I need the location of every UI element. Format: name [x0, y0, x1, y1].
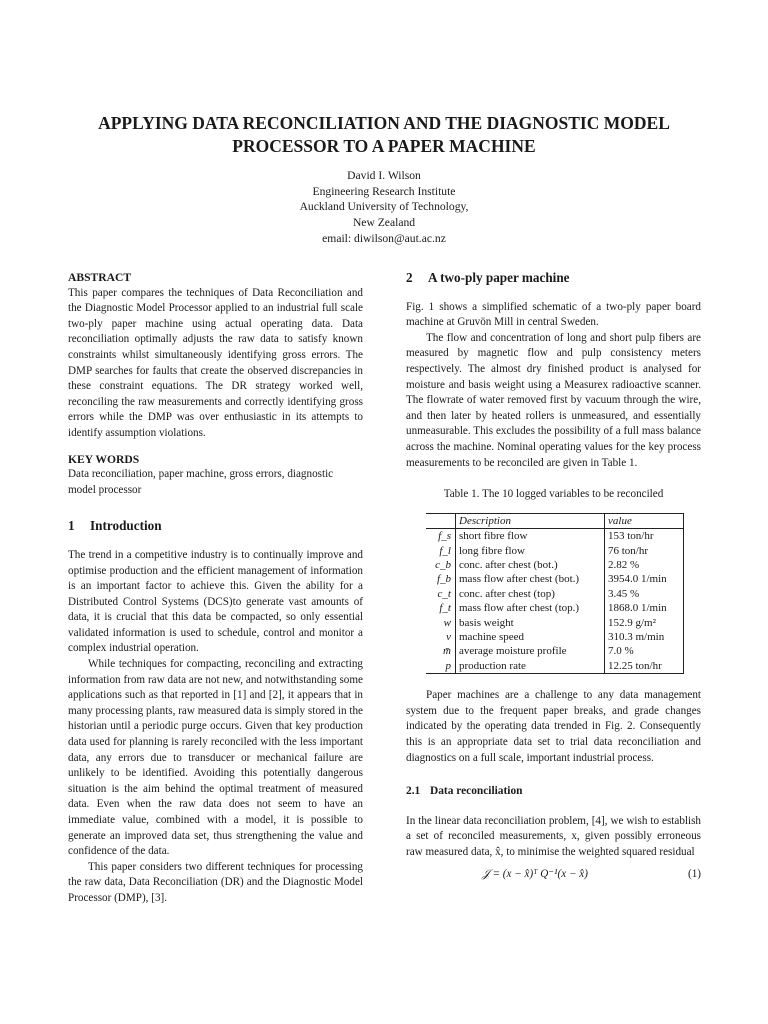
variable-value: 3954.0 1/min — [605, 572, 684, 586]
section-2-paragraph-3: Paper machines are a challenge to any data management system due to the frequent paper breaks, and grade changes indicated by the operating data trended in Fig. 2. Consequently this is an appropriate data set to trial data reconciliation and diagnostics on a full scale, important industrial process. — [406, 689, 701, 764]
left-column — [68, 270, 363, 907]
variable-symbol: f_b — [426, 572, 456, 586]
intro-paragraph-1: The trend in a competitive industry is to continually improve and optimise production and the efficient management of information is an important factor to achieve this. Given the ability for a Distributed Control Systems (DCS)to generate vast amounts of data, it is crucial that this data be compacted, so only essential validated information is used to schedule, control and monitor a complex industrial operation. — [68, 548, 363, 655]
variable-description: conc. after chest (top) — [456, 587, 605, 601]
section-2-title: A two-ply paper machine — [428, 270, 570, 285]
table-row — [426, 558, 684, 572]
table-header-row — [426, 513, 684, 528]
variable-value: 12.25 ton/hr — [605, 659, 684, 674]
table-row — [426, 544, 684, 558]
section-2-heading — [406, 270, 701, 286]
table-1 — [426, 513, 684, 674]
variable-description: short fibre flow — [456, 529, 605, 544]
table-row — [426, 572, 684, 586]
author-university: Auckland University of Technology, — [299, 200, 469, 214]
author-country: New Zealand — [352, 216, 416, 230]
variable-symbol: f_t — [426, 601, 456, 615]
section-2-1-paragraph-1: In the linear data reconciliation problem, [4], we wish to establish a set of reconciled measurements, x, given possibly erroneous raw measured data, x̂, to minimise the weighted squared residual — [406, 814, 701, 858]
author-block — [184, 168, 584, 247]
header-description: Description — [456, 513, 605, 528]
section-2-1-title: Data reconciliation — [430, 785, 523, 798]
variable-symbol: p — [426, 659, 456, 674]
section-2-number: 2 — [406, 270, 413, 285]
variable-value: 2.82 % — [605, 558, 684, 572]
variable-symbol: f_s — [426, 529, 456, 544]
section-2-paragraph-2: The flow and concentration of long and short pulp fibers are measured by magnetic flow and pulp consistency meters respectively. The almost dry finished product is analysed for moisture and basis weight using a Measurex radioactive scanner. The flowrate of water removed first by vacuum through the wire, and then later by heated rollers is unmeasured, and essentially unmeasurable. This excludes the possibility of a full mass balance across the machine. Nominal operating values for the key process measurements to be reconciled are given in Table 1. — [406, 331, 701, 469]
title-line-2: PROCESSOR TO A PAPER MACHINE — [232, 136, 536, 156]
header-value: value — [605, 513, 684, 528]
section-2-paragraph-1: Fig. 1 shows a simplified schematic of a two-ply paper board machine at Gruvön Mill in central Sweden. — [406, 300, 701, 329]
title-line-1: APPLYING DATA RECONCILIATION AND THE DIAGNOSTIC MODEL — [98, 113, 670, 133]
section-2-1-number: 2.1 — [406, 785, 421, 798]
table-row — [426, 630, 684, 644]
variable-symbol: m̄ — [426, 644, 456, 658]
right-column — [406, 270, 701, 885]
abstract-heading: ABSTRACT — [68, 271, 132, 284]
table-row — [426, 529, 684, 544]
section-1-title: Introduction — [90, 518, 162, 534]
variable-symbol: w — [426, 616, 456, 630]
variable-value: 153 ton/hr — [605, 529, 684, 544]
variable-description: average moisture profile — [456, 644, 605, 658]
variable-description: production rate — [456, 659, 605, 674]
equation-1 — [406, 867, 701, 885]
keywords-text: Data reconciliation, paper machine, gross errors, diagnostic model processor — [68, 468, 334, 496]
variable-value: 152.9 g/m² — [605, 616, 684, 630]
paper-title — [40, 112, 728, 158]
section-1-number: 1 — [68, 518, 75, 534]
variable-symbol: v — [426, 630, 456, 644]
section-2-1-heading — [406, 784, 701, 800]
variable-value: 310.3 m/min — [605, 630, 684, 644]
table-row — [426, 601, 684, 615]
variable-description: mass flow after chest (top.) — [456, 601, 605, 615]
variable-value: 76 ton/hr — [605, 544, 684, 558]
table-row — [426, 644, 684, 658]
table-1-caption: Table 1. The 10 logged variables to be reconciled — [443, 488, 664, 501]
variable-value: 3.45 % — [605, 587, 684, 601]
equation-expression: 𝒥 = (x − x̂)ᵀ Q⁻¹(x − x̂) — [482, 867, 588, 880]
variable-symbol: c_t — [426, 587, 456, 601]
table-row — [426, 659, 684, 674]
author-affiliation: Engineering Research Institute — [312, 184, 456, 198]
abstract-text: This paper compares the techniques of Data Reconciliation and the Diagnostic Model Processor applied to an industrial full scale two-ply paper machine using actual operating data. Data reconciliation optimally adjusts the raw data to satisfy known constraints whilst simultaneously identifying gross errors. The DMP searches for faults that create the observed discrepancies in these constraint equations. The DR strategy worked well, reconciling the raw measurements and correctly identifying gross errors while the DMP was over enthusiastic in its attempts to identify assumption violations. — [68, 286, 363, 439]
variable-symbol: c_b — [426, 558, 456, 572]
author-name: David I. Wilson — [347, 169, 421, 182]
header-symbol — [426, 513, 456, 528]
variable-value: 1868.0 1/min — [605, 601, 684, 615]
variable-value: 7.0 % — [605, 644, 684, 658]
section-1-heading — [68, 518, 363, 534]
author-email: email: diwilson@aut.ac.nz — [322, 231, 446, 245]
variable-description: long fibre flow — [456, 544, 605, 558]
variable-description: basis weight — [456, 616, 605, 630]
intro-paragraph-2: While techniques for compacting, reconciling and extracting information from raw data are not new, and notwithstanding some applications such as that reported in [1] and [2], it appears that in many processing plants, raw measured data is simply stored in the historian until a periodic purge occurs. Given that key production data used for planning is rarely reconciled with the less important data, any errors due to transducer or mechanical failure are unlikely to be identified. Avoiding this potentially dangerous situation is the aim behind the optimal treatment of measured data. Even when the raw data does not seem to have an immediate value, combined with a model, it is possible to generate an improved data set, thus strengthening the value and confidence of the data. — [68, 658, 363, 858]
variable-description: mass flow after chest (bot.) — [456, 572, 605, 586]
variable-description: conc. after chest (bot.) — [456, 558, 605, 572]
keywords-heading: KEY WORDS — [68, 452, 140, 466]
table-row — [426, 587, 684, 601]
table-row — [426, 616, 684, 630]
equation-number: (1) — [688, 867, 701, 880]
variable-description: machine speed — [456, 630, 605, 644]
intro-paragraph-3: This paper considers two different techniques for processing the raw data, Data Reconciliation (DR) and the Diagnostic Model Processor (DMP), [3]. — [68, 860, 363, 904]
variable-symbol: f_l — [426, 544, 456, 558]
